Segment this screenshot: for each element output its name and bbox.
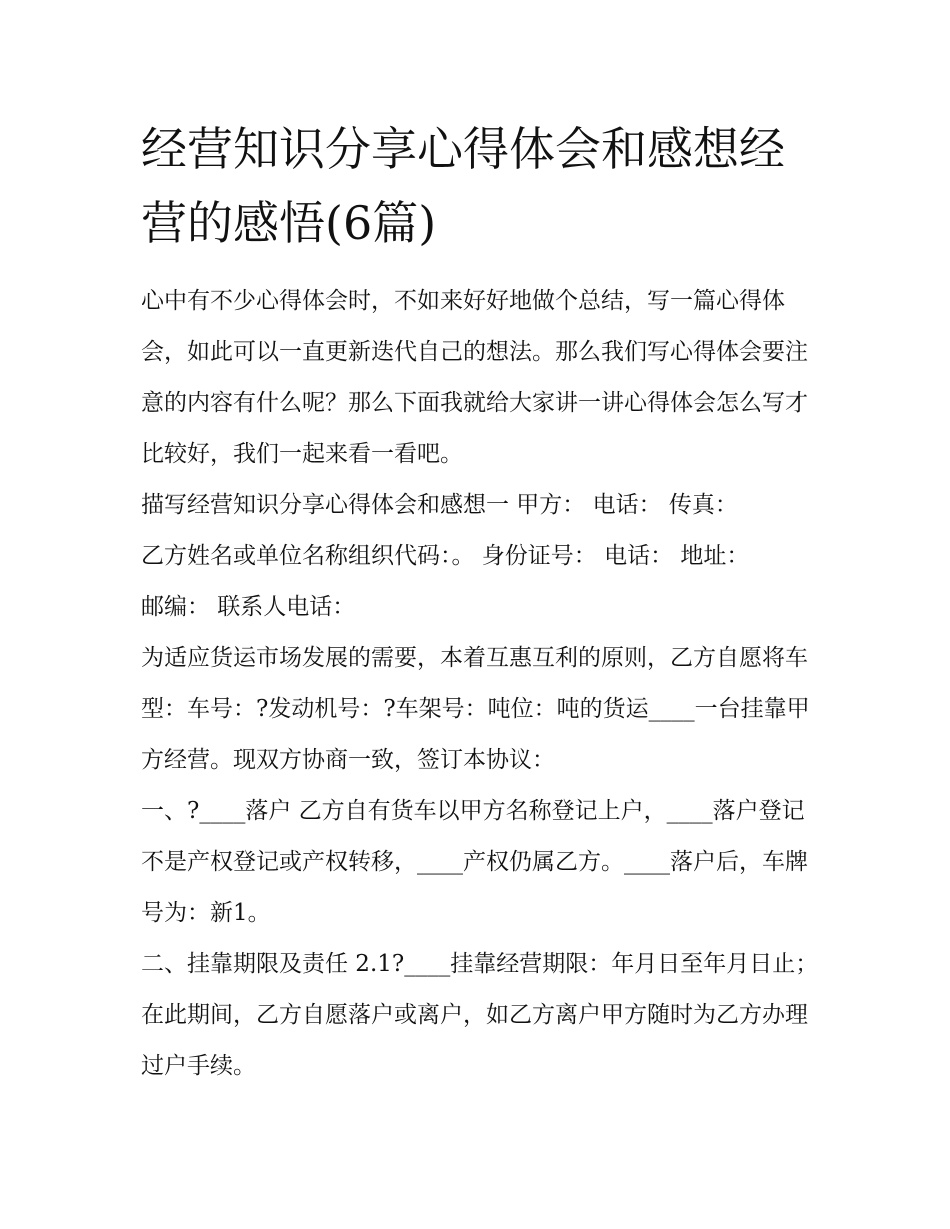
- paragraph-clause-1: 一、?____落户 乙方自有货车以甲方名称登记上户，____落户登记不是产权登记或产权转移，____产权仍属乙方。____落户后，车牌号为：新1。: [141, 798, 808, 926]
- paragraph-party-a: 描写经营知识分享心得体会和感想一 甲方： 电话： 传真：: [141, 492, 738, 518]
- paragraph-clause-2: 二、挂靠期限及责任 2.1?____挂靠经营期限：年月日至年月日止；在此期间，乙方自愿落户或离户，如乙方离户甲方随时为乙方办理过户手续。: [141, 951, 819, 1079]
- paragraph-intro: 心中有不少心得体会时，不如来好好地做个总结，写一篇心得体会，如此可以一直更新迭代自己的想法。那么我们写心得体会要注意的内容有什么呢？那么下面我就给大家讲一讲心得体会怎么写才比较好，我们一起来看一看吧。: [141, 288, 808, 467]
- document-title: 经营知识分享心得体会和感想经营的感悟(6篇): [141, 122, 785, 250]
- paragraph-contact: 邮编： 联系人电话：: [141, 594, 356, 620]
- document-body: [141, 276, 821, 1092]
- paragraph-party-b: 乙方姓名或单位名称组织代码：。 身份证号： 电话： 地址：: [141, 543, 750, 569]
- paragraph-purpose: 为适应货运市场发展的需要，本着互惠互利的原则，乙方自愿将车型：车号：?发动机号：?车架号：吨位：吨的货运____一台挂靠甲方经营。现双方协商一致，签订本协议：: [141, 645, 810, 773]
